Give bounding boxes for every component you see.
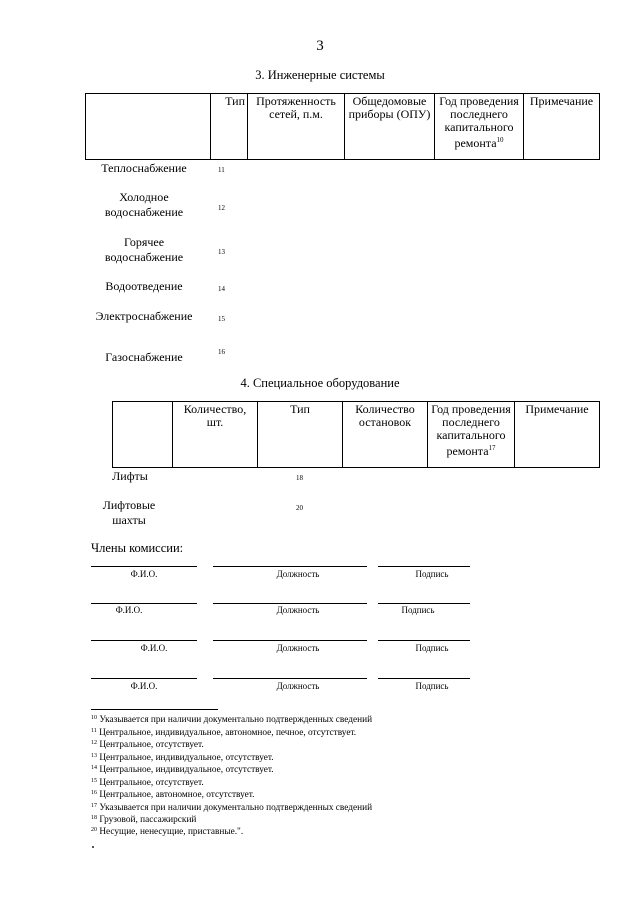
signature-caption: Подпись [401,605,435,615]
empty-header-cell [86,94,211,160]
footnote-number: 14 [91,765,97,771]
row-ref: 12 [218,204,225,212]
footnote [91,739,204,752]
engineering-table [85,93,600,160]
footnote-text: Центральное, индивидуальное, отсутствует. [99,753,274,763]
name-caption: Ф.И.О. [130,681,158,691]
signature-caption: Подпись [415,681,449,691]
repair-year-header [435,94,524,160]
row-label: Теплоснабжение [101,161,187,175]
page-number: 3 [316,38,324,54]
repair-year-label: Год проведения последнего капитального ремонта [439,94,519,150]
footnote-number: 20 [91,827,97,833]
signature-line [378,640,470,641]
footnote-number: 16 [91,790,97,796]
footnote [91,714,372,727]
footnote-text: Несущие, ненесущие, приставные.". [99,827,244,837]
meters-header: Общедомовые приборы (ОПУ) [345,94,435,160]
footnote [91,802,372,815]
special-table [112,401,600,468]
name-caption: Ф.И.О. [115,605,143,615]
position-caption: Должность [276,605,320,615]
repair-year-ref: 17 [488,444,496,452]
repair-year-header [428,402,515,468]
footnote-text: Центральное, отсутствует. [99,778,204,788]
special-section-title: 4. Специальное оборудование [240,376,400,390]
row-ref: 14 [218,285,225,293]
position-line [213,566,367,567]
name-line [91,640,197,641]
signature-caption: Подпись [415,643,449,653]
note-header: Примечание [524,94,600,160]
position-line [213,603,367,604]
repair-year-ref: 10 [496,136,504,144]
position-caption: Должность [276,681,320,691]
length-header: Протяженность сетей, п.м. [248,94,345,160]
footnote [91,789,254,802]
footnote [91,826,243,839]
row-label: Водоотведение [105,279,183,293]
footnote [91,727,356,740]
footnote-text: Центральное, отсутствует. [99,740,204,750]
footnote-number: 11 [91,728,97,734]
position-caption: Должность [276,643,320,653]
commission-title: Члены комиссии: [91,541,184,555]
name-caption: Ф.И.О. [130,569,158,579]
footnote [91,777,204,790]
footnote [91,752,274,765]
note-header: Примечание [515,402,600,468]
row-label: Газоснабжение [105,350,183,364]
footnote-number: 17 [91,803,97,809]
row-label: Холодное водоснабжение [104,190,184,219]
row-ref: 18 [296,474,303,482]
name-line [91,603,197,604]
footnote-text: Грузовой, пассажирский [99,815,197,825]
footnote-number: 12 [91,740,97,746]
footnote [91,764,274,777]
footnote [91,814,196,827]
quantity-header: Количество, шт. [173,402,258,468]
row-label: Лифты [112,469,148,483]
signature-line [378,566,470,567]
signature-line [378,678,470,679]
footnote-text: Указывается при наличии документально подтвержденных сведений [99,715,373,725]
footnote-number: 13 [91,753,97,759]
row-ref: 20 [296,504,303,512]
row-ref: 11 [218,166,225,174]
footnote-text: Центральное, индивидуальное, автономное, печное, отсутствует. [99,728,357,738]
footnote-number: 15 [91,778,97,784]
position-caption: Должность [276,569,320,579]
row-label: Лифтовые шахты [102,498,156,527]
row-ref: 13 [218,248,225,256]
stops-header: Количество остановок [343,402,428,468]
row-ref: 16 [218,348,225,356]
row-ref: 15 [218,315,225,323]
signature-caption: Подпись [415,569,449,579]
row-label: Электроснабжение [95,309,193,323]
repair-year-label: Год проведения последнего капитального ремонта [431,402,511,458]
footnote-text: Центральное, автономное, отсутствует. [99,790,255,800]
footnote-number: 10 [91,715,97,721]
footnote-number: 18 [91,815,97,821]
name-line [91,566,197,567]
empty-header-cell [113,402,173,468]
name-caption: Ф.И.О. [140,643,168,653]
position-line [213,640,367,641]
footnote-text: Указывается при наличии документально подтвержденных сведений [99,803,373,813]
name-line [91,678,197,679]
type-header: Тип [258,402,343,468]
position-line [213,678,367,679]
footnote-separator [91,709,218,710]
signature-line [378,603,470,604]
footnote-text: Центральное, индивидуальное, отсутствует. [99,765,274,775]
engineering-section-title: 3. Инженерные системы [255,68,385,82]
stray-mark [92,846,94,848]
row-label: Горячее водоснабжение [104,235,184,264]
type-header: Тип [211,94,248,160]
